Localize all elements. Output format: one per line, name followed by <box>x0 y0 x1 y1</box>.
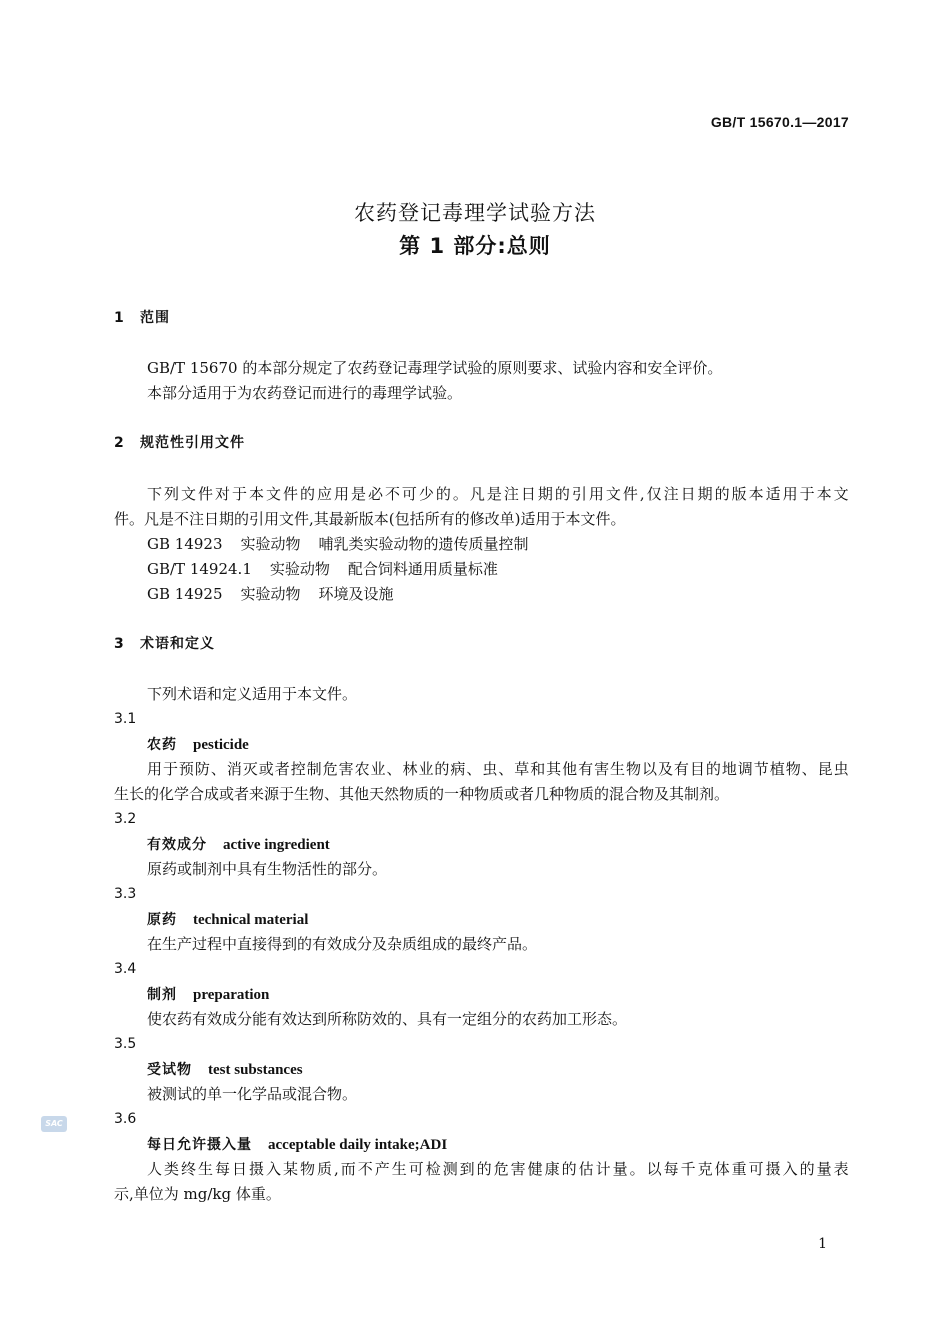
term-entry <box>147 982 849 1008</box>
reference-title: 哺乳类实验动物的遗传质量控制 <box>318 535 529 553</box>
reference-item <box>147 532 849 557</box>
term-definition: 生长的化学合成或者来源于生物、其他天然物质的一种物质或者几种物质的混合物及其制剂。 <box>114 785 730 803</box>
term-entry <box>147 1057 849 1083</box>
paragraph-line: 件。凡是不注日期的引用文件,其最新版本(包括所有的修改单)适用于本文件。 <box>114 510 626 528</box>
section-title: 术语和定义 <box>140 636 215 652</box>
term-definition: 原药或制剂中具有生物活性的部分。 <box>147 860 388 878</box>
term-english: technical material <box>193 912 309 928</box>
term-number: 3.5 <box>114 1036 137 1052</box>
page-number: 1 <box>818 1236 827 1252</box>
standard-code: GB/T 15670.1—2017 <box>710 114 849 130</box>
term-number: 3.2 <box>114 811 137 827</box>
term-number: 3.1 <box>114 711 137 727</box>
term-chinese: 农药 <box>147 737 177 753</box>
document-subtitle: 第 1 部分:总则 <box>399 234 551 258</box>
term-number: 3.3 <box>114 886 137 902</box>
reference-item <box>147 582 849 607</box>
section-1-heading <box>114 306 849 331</box>
term-number: 3.6 <box>114 1111 137 1127</box>
term-english: pesticide <box>193 737 249 753</box>
paragraph: 下列术语和定义适用于本文件。 <box>147 685 358 703</box>
reference-code: GB 14923 <box>147 535 223 553</box>
reference-code: GB/T 14924.1 <box>147 560 252 578</box>
section-number: 3 <box>114 636 125 652</box>
term-chinese: 每日允许摄入量 <box>147 1137 252 1153</box>
reference-category: 实验动物 <box>269 560 330 578</box>
section-number: 1 <box>114 310 125 326</box>
sac-watermark-logo: SAC <box>41 1116 67 1132</box>
term-entry <box>147 732 849 758</box>
term-entry <box>147 832 849 858</box>
term-chinese: 原药 <box>147 912 177 928</box>
reference-category: 实验动物 <box>240 585 301 603</box>
term-definition: 使农药有效成分能有效达到所称防效的、具有一定组分的农药加工形态。 <box>147 1010 628 1028</box>
paragraph-line: 下列文件对于本文件的应用是必不可少的。凡是注日期的引用文件,仅注日期的版本适用于本文 <box>147 485 849 503</box>
term-chinese: 有效成分 <box>147 837 207 853</box>
section-title: 规范性引用文件 <box>140 435 245 451</box>
reference-title: 环境及设施 <box>318 585 394 603</box>
term-entry <box>147 907 849 933</box>
term-definition: 示,单位为 mg/kg 体重。 <box>114 1185 281 1203</box>
term-chinese: 制剂 <box>147 987 177 1003</box>
term-english: active ingredient <box>223 837 330 853</box>
term-definition: 被测试的单一化学品或混合物。 <box>147 1085 358 1103</box>
document-title: 农药登记毒理学试验方法 <box>354 201 596 225</box>
term-definition: 人类终生每日摄入某物质,而不产生可检测到的危害健康的估计量。以每千克体重可摄入的量表 <box>147 1160 849 1178</box>
reference-title: 配合饲料通用质量标准 <box>347 560 498 578</box>
term-english: acceptable daily intake;ADI <box>268 1137 448 1153</box>
section-number: 2 <box>114 435 125 451</box>
section-title: 范围 <box>140 310 170 326</box>
reference-category: 实验动物 <box>240 535 301 553</box>
term-chinese: 受试物 <box>147 1062 192 1078</box>
term-english: preparation <box>193 987 270 1003</box>
term-number: 3.4 <box>114 961 137 977</box>
section-3-heading <box>114 632 849 657</box>
paragraph: 本部分适用于为农药登记而进行的毒理学试验。 <box>147 384 463 402</box>
reference-item <box>147 557 849 582</box>
term-definition: 用于预防、消灭或者控制危害农业、林业的病、虫、草和其他有害生物以及有目的地调节植物、昆虫 <box>147 760 849 778</box>
term-definition: 在生产过程中直接得到的有效成分及杂质组成的最终产品。 <box>147 935 538 953</box>
term-english: test substances <box>208 1062 303 1078</box>
reference-code: GB 14925 <box>147 585 223 603</box>
paragraph: GB/T 15670 的本部分规定了农药登记毒理学试验的原则要求、试验内容和安全评价。 <box>147 359 723 377</box>
term-entry <box>147 1132 849 1158</box>
section-2-heading <box>114 431 849 456</box>
